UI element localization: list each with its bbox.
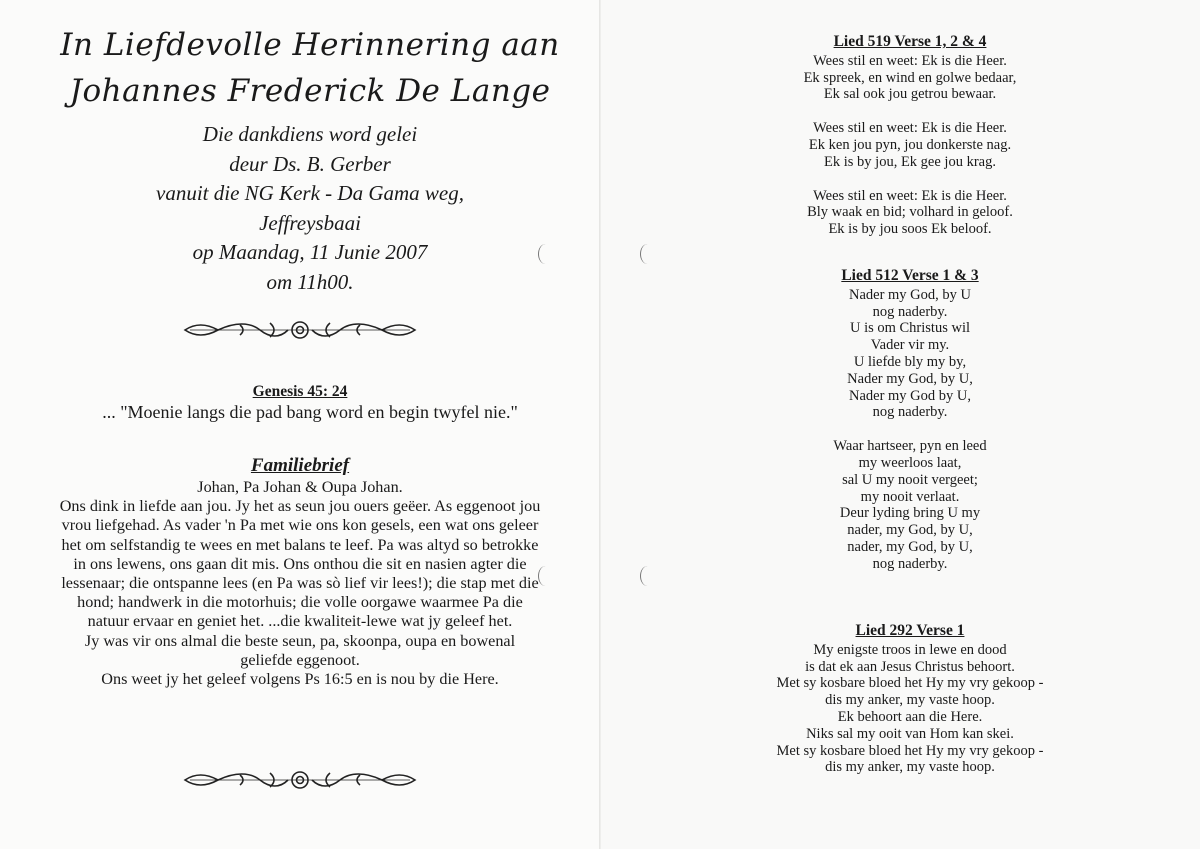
hymn-line: Nader my God, by U,: [847, 370, 973, 387]
service-details: [110, 120, 510, 297]
letter-line: vrou liefgehad. As vader 'n Pa met wie ons kon gesels, een wat ons geleer: [61, 516, 539, 535]
letter-line: Johan, Pa Johan & Oupa Johan.: [197, 478, 403, 496]
hymn-line: nader, my God, by U,: [847, 522, 973, 539]
service-line: op Maandag, 11 Junie 2007: [192, 240, 428, 264]
hymn-line: nog naderby.: [872, 404, 948, 421]
hymn-519: [660, 34, 1160, 255]
hymn-line: Ek spreek, en wind en golwe bedaar,: [803, 69, 1017, 86]
hymn-line: U is om Christus wil: [849, 320, 971, 337]
scripture-reference: Genesis 45: 24: [252, 383, 348, 400]
scroll-ornament-icon: [180, 318, 420, 342]
hymn-line: Nader my God, by U: [848, 286, 972, 303]
letter-line: Ons weet jy het geleef volgens Ps 16:5 en is nou by die Here.: [101, 670, 499, 689]
hymn-heading: Lied 292 Verse 1: [855, 622, 965, 639]
letter-line: geliefde eggenoot.: [240, 650, 360, 669]
scripture-text: ... "Moenie langs die pad bang word en begin twyfel nie.": [102, 402, 518, 422]
hymn-line: nog naderby.: [872, 303, 948, 320]
punch-hole-mark: [640, 566, 655, 586]
punch-hole-mark: [538, 244, 553, 264]
hymn-line: dis my anker, my vaste hoop.: [825, 759, 995, 776]
hymn-line: Bly waak en bid; volhard in geloof.: [807, 204, 1013, 221]
hymn-line: Wees stil en weet: Ek is die Heer.: [813, 52, 1007, 69]
hymn-stanza: [660, 642, 1160, 776]
hymn-line: Ek ken jou pyn, jou donkerste nag.: [808, 136, 1012, 153]
hymn-line: nader, my God, by U,: [847, 538, 973, 555]
family-letter-body: [24, 478, 576, 689]
service-line: vanuit die NG Kerk - Da Gama weg,: [156, 181, 464, 205]
hymn-line: my nooit verlaat.: [860, 488, 960, 505]
page-fold: [599, 0, 601, 849]
service-line: deur Ds. B. Gerber: [229, 151, 391, 176]
hymn-512: [660, 268, 1160, 590]
letter-line: in ons lewens, ons gaan dit mis. Ons onthou die sit en nasien agter die: [73, 554, 527, 573]
scroll-ornament-icon: [180, 768, 420, 792]
hymn-line: sal U my nooit vergeet;: [842, 471, 978, 488]
hymn-line: nog naderby.: [872, 555, 948, 572]
hymn-line: Ek is by jou, Ek gee jou krag.: [824, 153, 996, 170]
service-line: Die dankdiens word gelei: [202, 122, 418, 146]
hymn-line: Wees stil en weet: Ek is die Heer.: [813, 187, 1007, 204]
hymn-line: Wees stil en weet: Ek is die Heer.: [813, 120, 1007, 137]
hymn-line: Niks sal my ooit van Hom kan skei.: [806, 725, 1014, 742]
hymn-heading: Lied 519 Verse 1, 2 & 4: [833, 33, 987, 50]
hymn-line: Nader my God by U,: [848, 387, 972, 404]
memorial-title-line2: Johannes Frederick De Lange: [69, 73, 551, 109]
letter-line: lessenaar; die ontspanne lees (en Pa was sò lief vir lees!); die stap met die: [61, 574, 539, 593]
hymn-line: Ek is by jou soos Ek beloof.: [828, 221, 992, 238]
service-line: om 11h00.: [266, 269, 354, 294]
letter-line: Jy was vir ons almal die beste seun, pa, skoonpa, oupa en bowenal: [84, 631, 516, 650]
service-line: Jeffreysbaai: [259, 210, 361, 235]
hymn-stanza: [660, 438, 1160, 572]
hymn-line: dis my anker, my vaste hoop.: [825, 692, 995, 709]
hymn-line: is dat ek aan Jesus Christus behoort.: [805, 658, 1015, 675]
hymn-stanza: [660, 120, 1160, 170]
letter-line: hond; handwerk in die motorhuis; die volle oorgawe waarmee Pa die: [77, 593, 523, 612]
hymn-stanza: [660, 188, 1160, 238]
hymn-line: Ek behoort aan die Here.: [837, 708, 983, 725]
punch-hole-mark: [538, 566, 553, 586]
letter-line: natuur ervaar en geniet het. ...die kwaliteit-lewe wat jy geleef het.: [87, 612, 513, 631]
hymn-heading: Lied 512 Verse 1 & 3: [841, 267, 979, 284]
hymn-line: Ek sal ook jou getrou bewaar.: [823, 86, 997, 103]
hymn-line: Met sy kosbare bloed het Hy my vry gekoop -: [776, 675, 1044, 692]
letter-line: het om selfstandig te wees en met balans te leef. Pa was altyd so betrokke: [61, 535, 539, 554]
hymn-line: my weerloos laat,: [858, 454, 962, 471]
hymn-line: Waar hartseer, pyn en leed: [833, 438, 987, 455]
family-letter-heading: Familiebrief: [250, 455, 350, 476]
hymn-line: Met sy kosbare bloed het Hy my vry gekoop -: [776, 742, 1044, 759]
punch-hole-mark: [640, 244, 655, 264]
letter-line: Ons dink in liefde aan jou. Jy het as seun jou ouers geëer. As eggenoot jou: [59, 497, 541, 516]
hymn-line: Deur lyding bring U my: [839, 505, 981, 522]
hymn-line: My enigste troos in lewe en dood: [813, 641, 1007, 658]
memorial-title-line1: In Liefdevolle Herinnering aan: [60, 27, 560, 63]
hymn-line: Vader vir my.: [870, 337, 950, 354]
hymn-line: U liefde bly my by,: [853, 353, 967, 370]
hymn-stanza: [660, 53, 1160, 103]
hymn-stanza: [660, 287, 1160, 421]
hymn-292: [660, 623, 1160, 793]
